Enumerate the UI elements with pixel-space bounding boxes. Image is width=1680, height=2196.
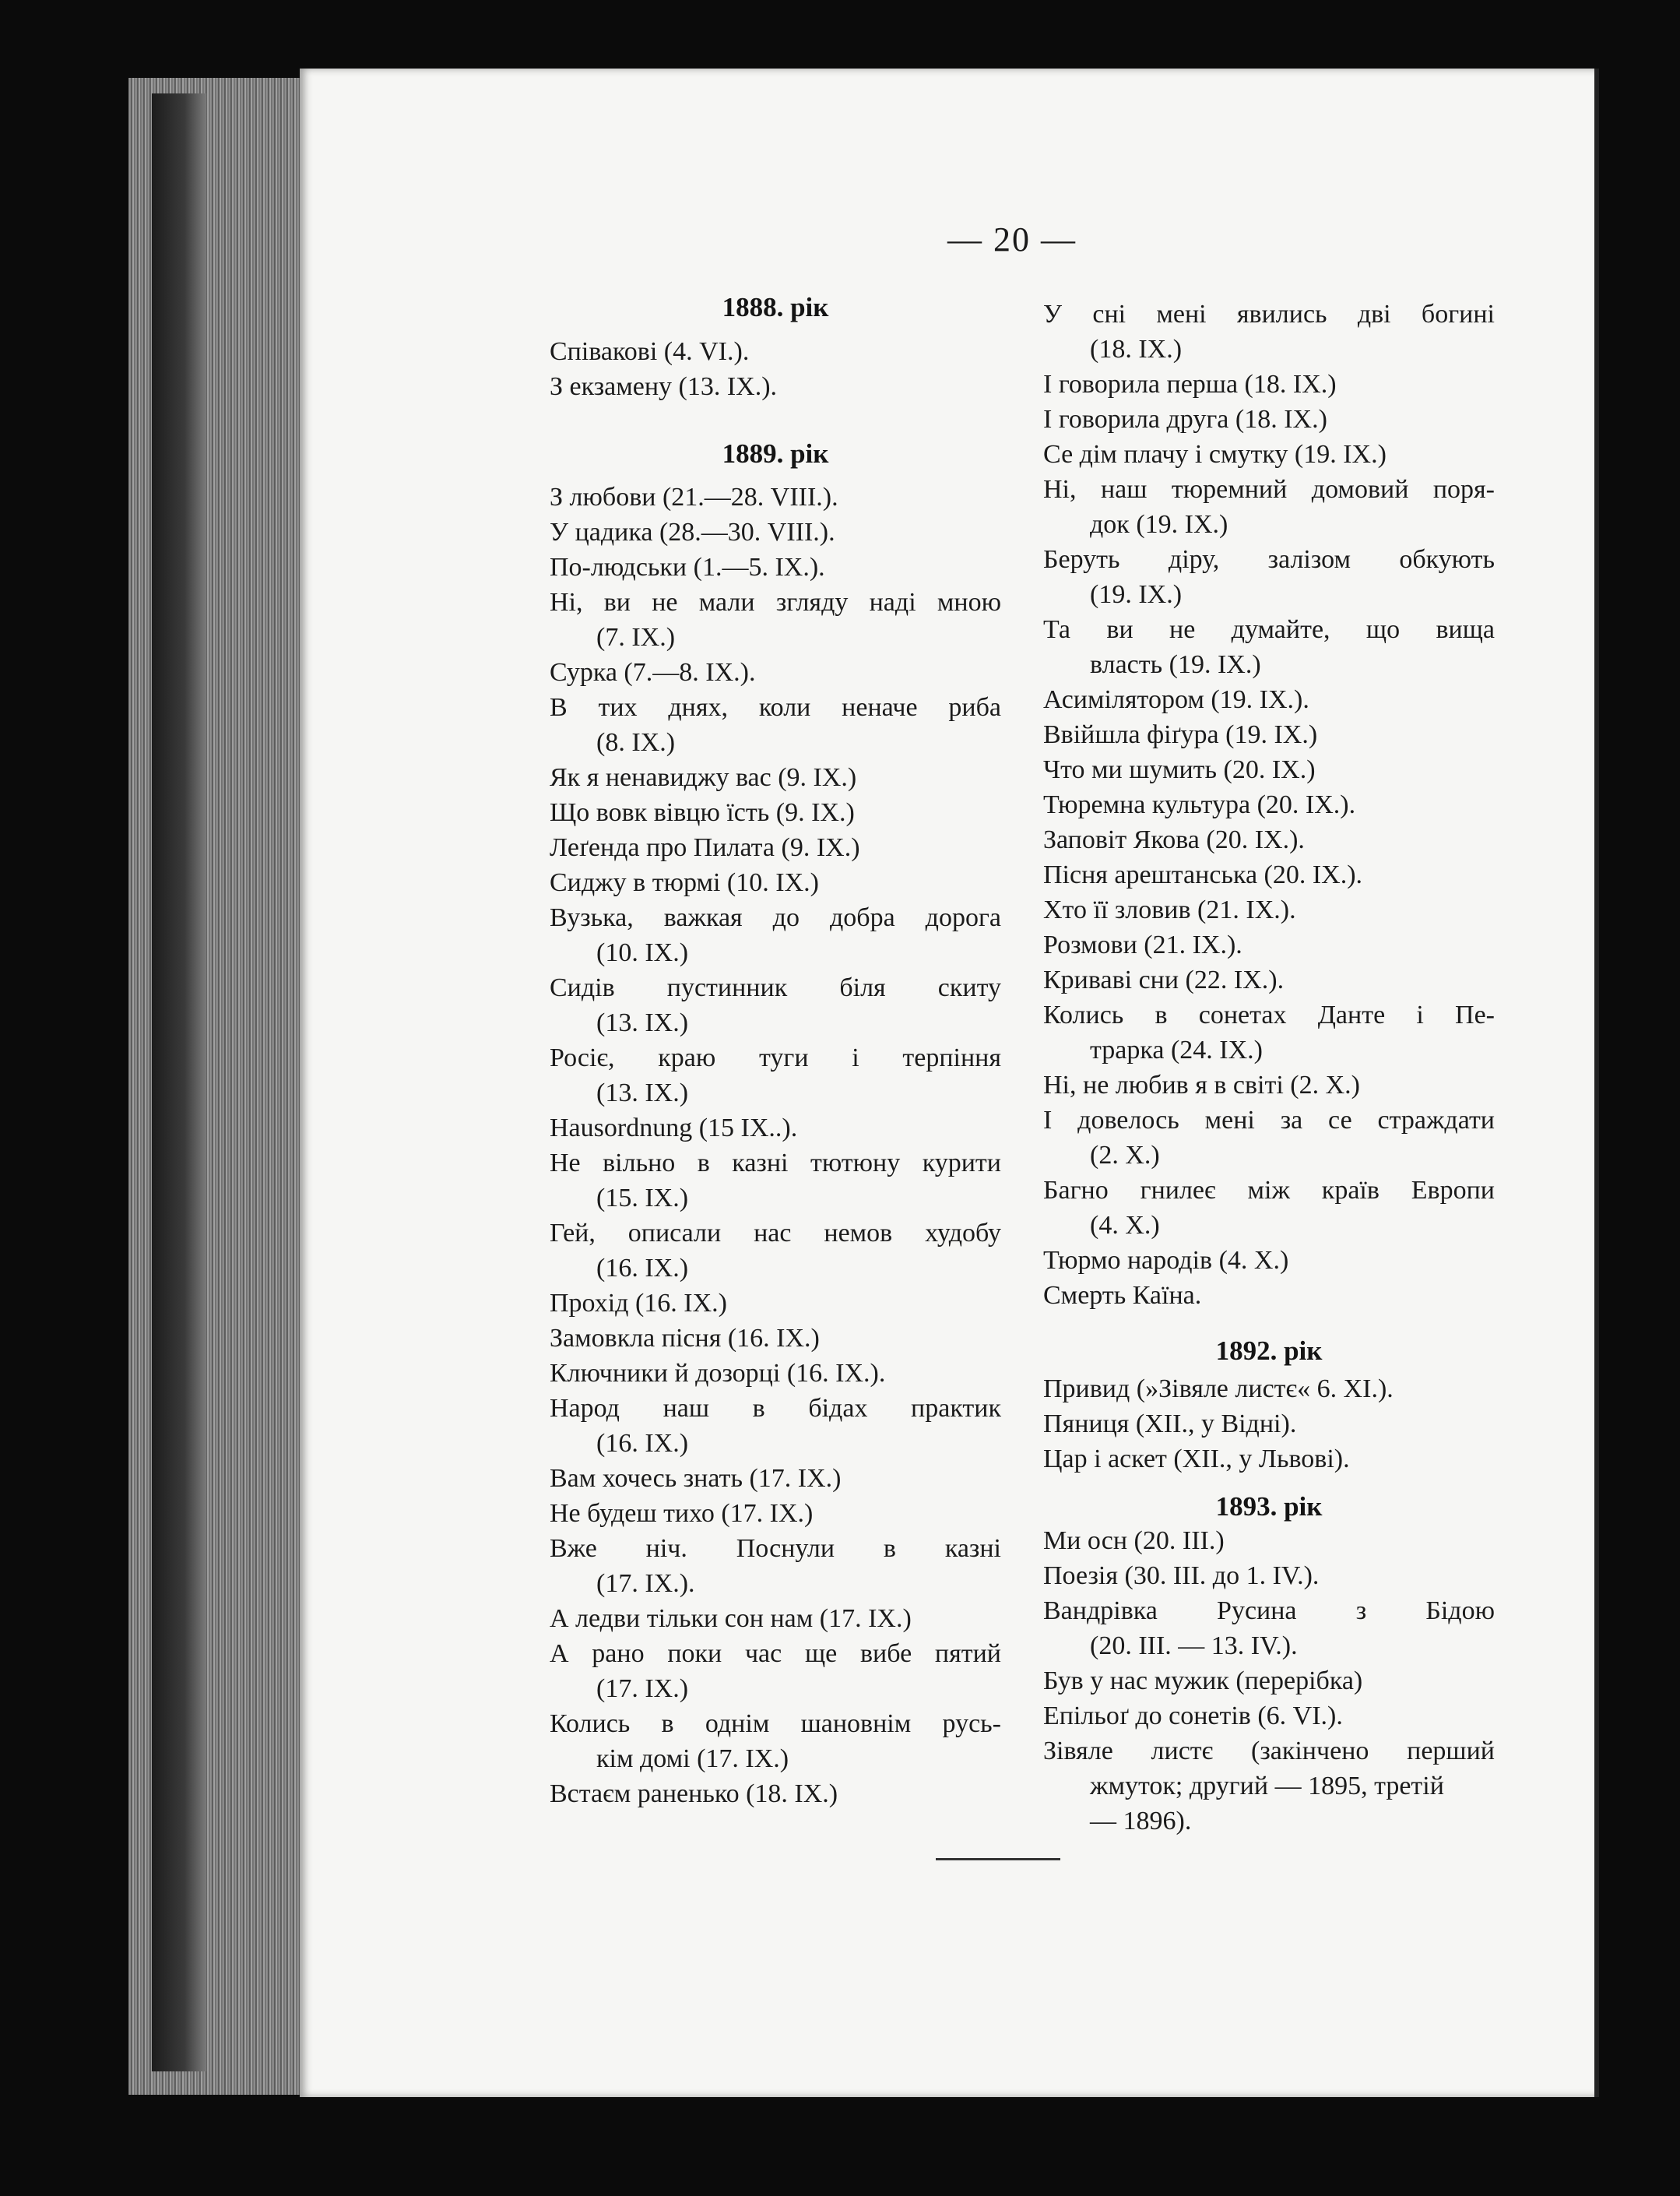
list-item: Hausordnung (15 IX..).	[550, 1114, 798, 1142]
list-item: З любови (21.—28. VIII.).	[550, 483, 838, 512]
list-item: Леґенда про Пилата (9. IX.)	[550, 833, 860, 862]
list-item-continuation: — 1896).	[1090, 1807, 1192, 1835]
list-item: З екзамену (13. IX.).	[550, 372, 778, 401]
list-item: Зівяле листє (закінчено перший	[1043, 1737, 1495, 1765]
list-item: Прохід (16. IX.)	[550, 1289, 727, 1318]
list-item: Что ми шумить (20. IX.)	[1043, 755, 1316, 784]
list-item: Ні, не любив я в світі (2. X.)	[1043, 1071, 1360, 1100]
list-item: У цадика (28.—30. VIII.).	[550, 518, 835, 547]
list-item-continuation: (16. IX.)	[596, 1254, 689, 1283]
list-item-continuation: (16. IX.)	[596, 1429, 689, 1458]
list-item: По-людськи (1.—5. IX.).	[550, 553, 825, 582]
list-item: І говорила друга (18. IX.)	[1043, 405, 1327, 434]
list-item: Росіє, краю туги і терпіння	[550, 1043, 1001, 1072]
list-item: Був у нас мужик (перерібка)	[1043, 1666, 1363, 1695]
list-item: Вандрівка Русина з Бідою	[1043, 1596, 1495, 1625]
year-heading-1893: 1893. рік	[1215, 1491, 1323, 1522]
list-item: Ні, наш тюремний домовий поря-	[1043, 475, 1495, 504]
page-number: — 20 —	[947, 220, 1077, 259]
list-item: Хто її зловив (21. IX.).	[1043, 896, 1296, 924]
list-item: Ми осн (20. III.)	[1043, 1526, 1225, 1555]
list-item: І говорила перша (18. IX.)	[1043, 370, 1337, 399]
list-item-continuation: (17. IX.)	[596, 1674, 689, 1703]
list-item: Сиджу в тюрмі (10. IX.)	[550, 868, 819, 897]
list-item: А рано поки час ще вибе пятий	[550, 1639, 1001, 1668]
list-item-continuation: жмуток; другий — 1895, третій	[1090, 1772, 1444, 1800]
list-item-continuation: (10. IX.)	[596, 938, 689, 967]
list-item: Ввійшла фіґура (19. IX.)	[1043, 720, 1318, 749]
end-rule	[936, 1858, 1060, 1860]
list-item: Асимілятором (19. IX.).	[1043, 685, 1309, 714]
list-item: Поезія (30. III. до 1. IV.).	[1043, 1561, 1320, 1590]
list-item-continuation: (2. X.)	[1090, 1141, 1160, 1170]
list-item-continuation: (18. IX.)	[1090, 335, 1183, 364]
page-right-border	[1594, 69, 1599, 2097]
list-item: Замовкла пісня (16. IX.)	[550, 1324, 820, 1353]
list-item: Сурка (7.—8. IX.).	[550, 658, 756, 687]
list-item-continuation: (8. IX.)	[596, 728, 676, 757]
list-item: Вже ніч. Поснули в казні	[550, 1534, 1001, 1563]
list-item: Багно гнилеє між країв Европи	[1043, 1176, 1495, 1205]
list-item: Тюрмо народів (4. X.)	[1043, 1246, 1289, 1275]
list-item-continuation: (15. IX.)	[596, 1184, 689, 1212]
list-item: Смерть Каїна.	[1043, 1281, 1202, 1310]
list-item-continuation: (13. IX.)	[596, 1079, 689, 1107]
list-item: Колись в однім шановнім русь-	[550, 1709, 1001, 1738]
list-item-continuation: (17. IX.).	[596, 1569, 695, 1598]
list-item-continuation: (13. IX.)	[596, 1008, 689, 1037]
list-item: Як я ненавиджу вас (9. IX.)	[550, 763, 857, 792]
year-heading-1889: 1889. рік	[722, 438, 829, 469]
list-item: Цар і аскет (XII., у Львові).	[1043, 1445, 1350, 1473]
list-item: Колись в сонетах Данте і Пе-	[1043, 1001, 1495, 1029]
book-spine-shadow	[152, 93, 206, 2071]
list-item: Що вовк вівцю їсть (9. IX.)	[550, 798, 855, 827]
list-item: Ключники й дозорці (16. IX.).	[550, 1359, 886, 1388]
list-item: Не будеш тихо (17. IX.)	[550, 1499, 814, 1528]
list-item: Тюремна культура (20. IX.).	[1043, 790, 1356, 819]
list-item-continuation: (20. III. — 13. IV.).	[1090, 1631, 1298, 1660]
list-item: Співакові (4. VI.).	[550, 337, 750, 366]
list-item: Сидів пустинник біля скиту	[550, 973, 1001, 1002]
year-heading-1888: 1888. рік	[722, 292, 829, 322]
list-item: Се дім плачу і смутку (19. IX.)	[1043, 440, 1387, 469]
list-item: І довелось мені за се страждати	[1043, 1106, 1495, 1135]
list-item: Привид (»Зівяле листє« 6. XI.).	[1043, 1374, 1394, 1403]
year-heading-1892: 1892. рік	[1215, 1336, 1323, 1366]
list-item: Розмови (21. IX.).	[1043, 931, 1242, 959]
list-item: Встаєм раненько (18. IX.)	[550, 1779, 838, 1808]
list-item: Ні, ви не мали зглядy наді мною	[550, 588, 1001, 617]
list-item: У сні мені явились дві богині	[1043, 300, 1495, 329]
list-item: Беруть діру, залізом обкують	[1043, 545, 1495, 574]
list-item: Криваві сни (22. IX.).	[1043, 966, 1285, 994]
list-item: Гей, описали нас немов худобу	[550, 1219, 1001, 1248]
list-item: Та ви не думайте, що вища	[1043, 615, 1495, 644]
list-item: Вузька, важкая до добра дорога	[550, 903, 1001, 932]
list-item-continuation: трарка (24. IX.)	[1090, 1036, 1263, 1065]
list-item: В тих днях, коли неначе риба	[550, 693, 1001, 722]
list-item: Пяниця (XII., у Відні).	[1043, 1409, 1297, 1438]
list-item-continuation: (4. X.)	[1090, 1211, 1160, 1240]
list-item: Пісня арештанська (20. IX.).	[1043, 860, 1363, 889]
list-item: Вам хочесь знать (17. IX.)	[550, 1464, 842, 1493]
list-item: А ледви тільки сон нам (17. IX.)	[550, 1604, 912, 1633]
list-item: Епільоґ до сонетів (6. VI.).	[1043, 1702, 1343, 1730]
list-item: Не вільно в казні тютюну курити	[550, 1149, 1001, 1177]
list-item-continuation: док (19. IX.)	[1090, 510, 1228, 539]
list-item: Заповіт Якова (20. IX.).	[1043, 825, 1305, 854]
list-item: Народ наш в бідах практик	[550, 1394, 1001, 1423]
list-item-continuation: власть (19. IX.)	[1090, 650, 1261, 679]
list-item-continuation: (7. IX.)	[596, 623, 676, 652]
list-item-continuation: кім домі (17. IX.)	[596, 1744, 789, 1773]
list-item-continuation: (19. IX.)	[1090, 580, 1183, 609]
